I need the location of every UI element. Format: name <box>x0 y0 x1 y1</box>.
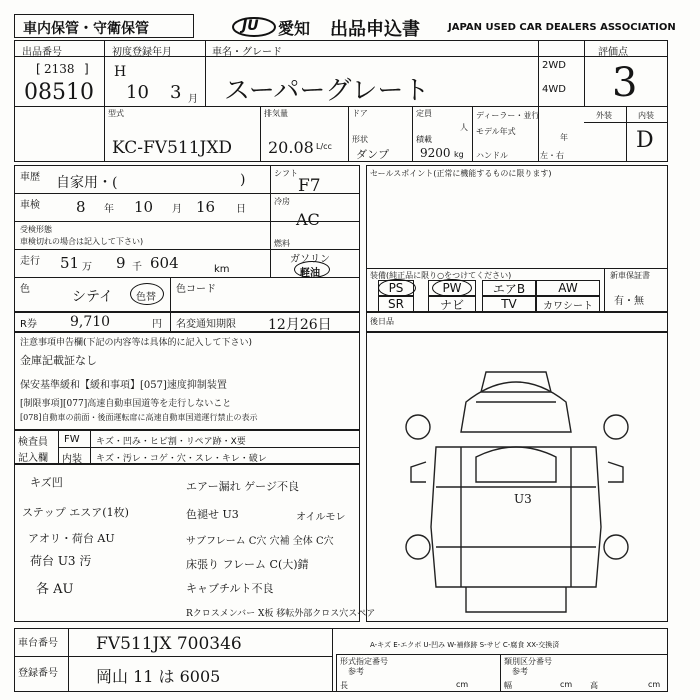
new-car-label: 新車保証書 <box>610 271 650 280</box>
inspection-month: 10 <box>134 198 154 216</box>
aichi-label: 愛知 <box>278 19 311 38</box>
equip-ps: PS <box>378 280 414 296</box>
inspection-day-unit: 日 <box>236 204 246 215</box>
equip-aw: AW <box>536 280 600 296</box>
ac-label: 冷房 <box>274 197 290 206</box>
notes-line-2: 保安基準緩和【緩和事項】[057]速度抑制装置 <box>20 380 227 391</box>
equip-airbag: エアB <box>482 280 536 296</box>
capacity-label: 定員 <box>416 109 432 118</box>
notes-line-1: 金庫記載証なし <box>20 354 97 367</box>
model-value: KC-FV511JXD <box>112 138 233 158</box>
color-code-label: 色コード <box>176 284 216 295</box>
displacement-unit: L/cc <box>316 142 332 151</box>
load-unit: kg <box>454 150 464 159</box>
color-change: 色替 <box>136 292 156 303</box>
lot-small: 2138 <box>44 62 75 76</box>
month-unit: 月 <box>188 94 198 105</box>
storage-label-box <box>14 14 194 38</box>
shape-label: 形状 <box>352 135 368 144</box>
width-unit: cm <box>560 680 573 689</box>
sales-point-frame <box>366 165 668 269</box>
color-value: シテイ <box>72 289 114 305</box>
model-year-label: モデル年式 <box>476 127 516 136</box>
equipment-label: 装備(純正品に限り○をつけてください) <box>370 271 512 280</box>
mileage-rest: 604 <box>150 254 179 272</box>
chassis-label: 車台番号 <box>18 638 58 649</box>
shift-value: F7 <box>298 176 321 196</box>
inspection-day: 16 <box>196 198 216 216</box>
car-name: スーパーグレート <box>224 76 430 106</box>
fuel-diesel: 軽油 <box>300 268 320 279</box>
remark-11: キャブチルト不良 <box>186 582 274 595</box>
post-label: 後日品 <box>370 317 394 326</box>
reg-value: 岡山 11 は 6005 <box>96 667 221 686</box>
year-unit: 年 <box>560 133 568 142</box>
year-value: 10 <box>126 82 149 103</box>
mileage-label: 走行 <box>20 256 40 267</box>
exterior-label: 外装 <box>596 111 612 120</box>
dealer-label: ディーラー・並行 <box>476 111 540 120</box>
color-label: 色 <box>20 284 30 295</box>
equip-seat: カワシート <box>536 296 600 312</box>
tax-value: 9,710 <box>70 314 111 330</box>
color-change-circle <box>130 283 164 305</box>
remark-7: 色褪せ U3 <box>186 508 239 521</box>
notes-line-4: [078]自動車の前面・後面運転席に高速自動車国道運行禁止の表示 <box>20 413 258 422</box>
proof-label: 受検形態 <box>20 225 52 234</box>
tax-label: R券 <box>20 319 37 330</box>
diagram-mark: U3 <box>514 492 532 506</box>
mileage-sen: 9 <box>116 254 126 272</box>
inspector-row2-head: 内装 <box>62 454 82 465</box>
load-label: 積載 <box>416 135 432 144</box>
inspection-month-unit: 月 <box>172 204 182 215</box>
remark-8: オイルモレ <box>296 512 346 523</box>
fuel-label: 燃料 <box>274 239 290 248</box>
lot-label: 出品番号 <box>22 47 62 58</box>
remark-1: キズ凹 <box>30 476 63 489</box>
drive-2wd: 2WD <box>542 60 566 71</box>
era-value: H <box>114 64 127 80</box>
remark-6: エアー漏れ ゲージ不良 <box>186 480 299 493</box>
fuel-diesel-circle <box>294 261 330 278</box>
remark-2: ステップ エスア(1枚) <box>22 506 129 519</box>
shift-label: シフト <box>274 169 298 178</box>
inspector-row2: キズ・汚レ・コゲ・穴・スレ・キレ・破レ <box>96 454 267 464</box>
reg-year-label: 初度登録年月 <box>112 47 172 58</box>
equip-navi: ナビ <box>428 296 476 312</box>
ac-value: AC <box>296 210 320 229</box>
handle-label: ハンドル <box>476 151 508 160</box>
reg-label: 登録番号 <box>18 668 58 679</box>
usage-label: 車歴 <box>20 172 40 183</box>
ju-logo <box>232 16 276 38</box>
inspector-row1: キズ・凹み・ヒビ割・リペア跡・X要 <box>96 437 246 447</box>
new-car-value: 有・無 <box>614 296 644 307</box>
inspection-year: 8 <box>76 198 86 216</box>
equip-ps-circle <box>378 279 416 297</box>
ju-logo-text: JU <box>242 18 259 34</box>
door-label: ドア <box>352 109 368 118</box>
handle-value: 左・右 <box>540 151 564 160</box>
remark-12: Rクロスメンバー X板 移転外部クロス穴スペア <box>186 609 376 619</box>
mileage-sen-unit: 千 <box>132 262 142 273</box>
equip-tv: TV <box>482 296 536 312</box>
height-label: 高 <box>590 681 598 690</box>
mileage-man: 51 <box>60 254 80 272</box>
type-cert-label: 形式指定番号 <box>340 657 388 666</box>
auction-sheet: 車内保管・守衛保管 JU 愛知 出品申込書 JAPAN USED CAR DEALERS ASSOCIATION 出品番号 初度登録年月 車名・グレード 評価点 2138 [ ] 08510 H 10 3 月 スーパーグレート 2WD 4WD 3 型式 排気量 ドア 定員 ディーラー・並行 人 KC-FV511JXD 20.08 L/cc 形状 ダンプ 積載 9200 kg モデル年式 年 ハンドル 左・右 外装 内装 D 車歴 自家用・( ) 車検 8 年 10 月 16 日 受検形態 車検切れの場合は記入して下さい) 走行 51 万 9 千 604 km 色 シテイ 色替 色コード シフト F7 冷房 AC 燃料 ガソリン 軽油 セールスポイント(正常に機能するものに限ります) 装備(純正品に限り○をつけてください) 新車保証書 有・無 PS PW エアB AW SR ナビ TV カワシート R券 9,710 円 名変通知期限 12月26日 後日品 注意事項申告欄(下記の内容等は具体的に記入して下さい) 金庫記載証なし 保安基準緩和【緩和事項】[057]速度抑制装置 [制限事項][077]高速自動車国道等を走行しないこと [078]自動車の前面・後面運転席に高速自動車国道運行禁止の表示 検査員 記入欄 FW キズ・凹み・ヒビ割・リペア跡・X要 内装 キズ・汚レ・コゲ・穴・スレ・キレ・破レ キズ凹 ステップ エスア(1枚) アオリ・荷台 AU 荷台 U3 汚 各 AU エアー漏れ ゲージ不良 色褪せ U3 オイルモレ サブフレーム C穴 穴補 全体 C穴 床張り フレーム C(大)錆 キャブチルト不良 Rクロスメンバー X板 移転外部クロス穴スペア U3 車台番号 FV511JX 700346 登録番号 岡山 11 は 6005 A-キズ E-エクボ U-凹み W-補修跡 S-サビ C-腐食 XX-交換済 形式指定番号 参考 類別区分番号 参考 長 cm 幅 cm 高 cm <box>0 0 700 700</box>
usage-close: ) <box>240 172 246 188</box>
inspection-label: 車検 <box>20 200 40 211</box>
storage-label: 車内保管・守衛保管 <box>23 21 149 37</box>
remark-3: アオリ・荷台 AU <box>28 532 115 545</box>
drive-4wd: 4WD <box>542 84 566 95</box>
legend: A-キズ E-エクボ U-凹み W-補修跡 S-サビ C-腐食 XX-交換済 <box>370 641 560 649</box>
length-label: 長 <box>340 681 348 690</box>
car-grade-label: 車名・グレード <box>212 47 282 58</box>
association-name: JAPAN USED CAR DEALERS ASSOCIATION <box>448 22 676 33</box>
month-value: 3 <box>170 82 182 103</box>
type-cert-ref: 参考 <box>348 667 364 676</box>
inspector-label-1: 検査員 <box>18 437 48 448</box>
inspection-year-unit: 年 <box>104 204 114 215</box>
remark-9: サブフレーム C穴 穴補 全体 C穴 <box>186 536 334 547</box>
load-value: 9200 <box>420 146 451 160</box>
lot-number: 08510 <box>24 80 94 105</box>
class-ref: 参考 <box>512 667 528 676</box>
inspector-label-2: 記入欄 <box>18 453 48 464</box>
chassis-value: FV511JX 700346 <box>96 634 242 654</box>
width-label: 幅 <box>504 681 512 690</box>
notice-value: 12月26日 <box>268 317 332 333</box>
mileage-man-unit: 万 <box>82 262 92 273</box>
proof-note: 車検切れの場合は記入して下さい) <box>20 237 144 246</box>
interior-label: 内装 <box>638 111 654 120</box>
vehicle-diagram <box>366 332 668 622</box>
rating-label: 評価点 <box>598 47 628 58</box>
displacement-value: 20.08 <box>268 138 314 157</box>
rating-value: 3 <box>612 60 638 106</box>
usage-value: 自家用・( <box>56 175 118 191</box>
remark-5: 各 AU <box>36 582 74 597</box>
notes-header: 注意事項申告欄(下記の内容等は具体的に記入して下さい) <box>20 338 253 348</box>
fuel-gas: ガソリン <box>290 254 330 265</box>
inspector-row1-head: FW <box>64 434 80 445</box>
length-unit: cm <box>456 680 469 689</box>
person-unit: 人 <box>460 123 468 132</box>
sales-point-label: セールスポイント(正常に機能するものに限ります) <box>370 169 552 178</box>
remark-10: 床張り フレーム C(大)錆 <box>186 558 309 571</box>
model-label: 型式 <box>108 109 124 118</box>
height-unit: cm <box>648 680 661 689</box>
equip-sr: SR <box>378 296 414 312</box>
equip-pw: PW <box>428 280 476 296</box>
mileage-km-unit: km <box>214 264 230 275</box>
tax-unit: 円 <box>152 319 162 330</box>
class-label: 類別区分番号 <box>504 657 552 666</box>
interior-value: D <box>636 128 654 153</box>
notice-label: 名変通知期限 <box>176 319 236 330</box>
displacement-label: 排気量 <box>264 109 288 118</box>
equip-pw-circle <box>432 279 472 297</box>
post-items-frame <box>366 312 668 332</box>
notes-line-3: [制限事項][077]高速自動車国道等を走行しないこと <box>20 399 232 409</box>
shape-value: ダンプ <box>356 148 390 161</box>
form-title: 出品申込書 <box>330 19 420 40</box>
remark-4: 荷台 U3 汚 <box>30 554 92 568</box>
